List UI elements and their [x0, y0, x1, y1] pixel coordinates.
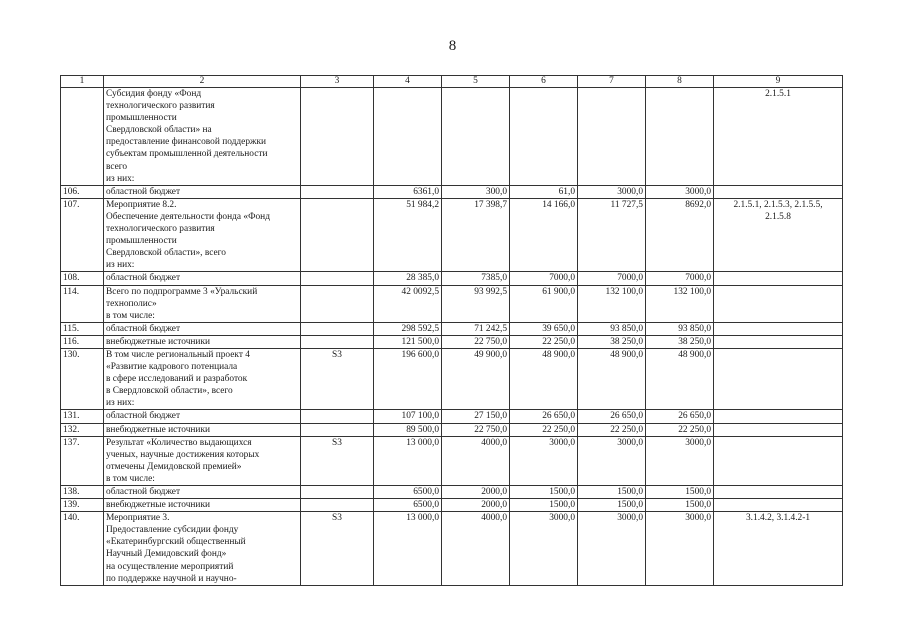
row-description: областной бюджет [104, 410, 301, 423]
row-value-4: 107 100,0 [374, 410, 442, 423]
column-header-1: 1 [61, 76, 104, 88]
row-value-8: 22 250,0 [646, 423, 714, 436]
row-value-5: 49 900,0 [442, 348, 510, 409]
row-target-indicators [714, 285, 843, 322]
row-number: 106. [61, 185, 104, 198]
row-description: областной бюджет [104, 185, 301, 198]
row-value-6: 22 250,0 [510, 423, 578, 436]
row-code [301, 185, 374, 198]
row-value-4 [374, 88, 442, 186]
row-value-7: 48 900,0 [578, 348, 646, 409]
row-value-5: 93 992,5 [442, 285, 510, 322]
row-code [301, 322, 374, 335]
row-value-7: 3000,0 [578, 185, 646, 198]
header-row [61, 76, 843, 88]
row-number: 130. [61, 348, 104, 409]
row-target-indicators [714, 322, 843, 335]
row-value-4: 42 0092,5 [374, 285, 442, 322]
row-code [301, 272, 374, 285]
table-row [61, 499, 843, 512]
row-value-7: 22 250,0 [578, 423, 646, 436]
row-description: Субсидия фонду «Фонд технологического развития промышленности Свердловской области» на предоставление финансовой поддержки субъектам промышленной деятельности всего из них: [104, 88, 301, 186]
row-description: областной бюджет [104, 272, 301, 285]
row-value-5: 22 750,0 [442, 423, 510, 436]
column-header-5: 5 [442, 76, 510, 88]
row-value-5: 17 398,7 [442, 198, 510, 272]
row-number: 114. [61, 285, 104, 322]
row-value-4: 51 984,2 [374, 198, 442, 272]
row-value-6: 7000,0 [510, 272, 578, 285]
row-value-7: 3000,0 [578, 512, 646, 586]
row-value-5: 300,0 [442, 185, 510, 198]
row-value-6: 1500,0 [510, 486, 578, 499]
table-row [61, 410, 843, 423]
row-value-4: 121 500,0 [374, 335, 442, 348]
table-row [61, 322, 843, 335]
row-value-6: 61,0 [510, 185, 578, 198]
row-value-5: 4000,0 [442, 436, 510, 485]
row-value-8: 93 850,0 [646, 322, 714, 335]
row-value-7: 93 850,0 [578, 322, 646, 335]
row-target-indicators: 2.1.5.1 [714, 88, 843, 186]
row-value-4: 196 600,0 [374, 348, 442, 409]
row-value-6: 14 166,0 [510, 198, 578, 272]
row-value-4: 298 592,5 [374, 322, 442, 335]
row-code [301, 88, 374, 186]
row-value-7: 38 250,0 [578, 335, 646, 348]
row-value-8: 48 900,0 [646, 348, 714, 409]
row-code [301, 335, 374, 348]
row-value-8: 38 250,0 [646, 335, 714, 348]
row-description: Результат «Количество выдающихся ученых, научные достижения которых отмечены Демидовской премией» в том числе: [104, 436, 301, 485]
row-value-6 [510, 88, 578, 186]
row-number: 107. [61, 198, 104, 272]
row-value-6: 3000,0 [510, 436, 578, 485]
column-header-8: 8 [646, 76, 714, 88]
row-value-4: 6500,0 [374, 486, 442, 499]
column-header-3: 3 [301, 76, 374, 88]
row-description: областной бюджет [104, 486, 301, 499]
row-number: 138. [61, 486, 104, 499]
row-value-7: 132 100,0 [578, 285, 646, 322]
row-value-8: 1500,0 [646, 499, 714, 512]
row-code [301, 486, 374, 499]
row-value-4: 6500,0 [374, 499, 442, 512]
table-row [61, 423, 843, 436]
column-header-7: 7 [578, 76, 646, 88]
row-value-4: 13 000,0 [374, 512, 442, 586]
row-description: областной бюджет [104, 322, 301, 335]
row-value-7 [578, 88, 646, 186]
table-row [61, 335, 843, 348]
row-number: 108. [61, 272, 104, 285]
row-number: 116. [61, 335, 104, 348]
row-description: Мероприятие 3. Предоставление субсидии фонду «Екатеринбургский общественный Научный Демидовский фонд» на осуществление мероприятий по поддержке научной и научно- [104, 512, 301, 586]
row-description: Мероприятие 8.2. Обеспечение деятельности фонда «Фонд технологического развития промышленности Свердловской области», всего из них: [104, 198, 301, 272]
row-value-8: 1500,0 [646, 486, 714, 499]
row-code: S3 [301, 512, 374, 586]
table-row [61, 285, 843, 322]
table-row [61, 486, 843, 499]
row-value-7: 3000,0 [578, 436, 646, 485]
row-target-indicators [714, 499, 843, 512]
row-value-5: 22 750,0 [442, 335, 510, 348]
row-value-4: 13 000,0 [374, 436, 442, 485]
row-value-8: 7000,0 [646, 272, 714, 285]
row-description: В том числе региональный проект 4 «Развитие кадрового потенциала в сфере исследований и разработок в Свердловской области», всего из них: [104, 348, 301, 409]
row-value-6: 39 650,0 [510, 322, 578, 335]
row-code [301, 410, 374, 423]
row-number: 137. [61, 436, 104, 485]
column-header-2: 2 [104, 76, 301, 88]
row-value-8: 3000,0 [646, 436, 714, 485]
row-value-6: 26 650,0 [510, 410, 578, 423]
row-description: внебюджетные источники [104, 499, 301, 512]
column-header-4: 4 [374, 76, 442, 88]
table-row [61, 348, 843, 409]
row-value-7: 1500,0 [578, 486, 646, 499]
table-row [61, 198, 843, 272]
row-value-7: 11 727,5 [578, 198, 646, 272]
row-code: S3 [301, 348, 374, 409]
row-code: S3 [301, 436, 374, 485]
row-value-4: 89 500,0 [374, 423, 442, 436]
row-target-indicators [714, 185, 843, 198]
row-number: 131. [61, 410, 104, 423]
row-value-8 [646, 88, 714, 186]
row-target-indicators [714, 410, 843, 423]
row-value-8: 26 650,0 [646, 410, 714, 423]
row-number: 140. [61, 512, 104, 586]
column-header-9: 9 [714, 76, 843, 88]
row-value-5: 27 150,0 [442, 410, 510, 423]
page-number: 8 [448, 38, 457, 54]
row-value-6: 1500,0 [510, 499, 578, 512]
row-value-6: 48 900,0 [510, 348, 578, 409]
row-number: 139. [61, 499, 104, 512]
row-value-6: 3000,0 [510, 512, 578, 586]
row-value-8: 132 100,0 [646, 285, 714, 322]
row-target-indicators [714, 335, 843, 348]
row-target-indicators [714, 348, 843, 409]
row-value-4: 28 385,0 [374, 272, 442, 285]
row-number: 132. [61, 423, 104, 436]
row-target-indicators [714, 423, 843, 436]
column-header-6: 6 [510, 76, 578, 88]
row-value-5: 2000,0 [442, 499, 510, 512]
budget-table [60, 75, 843, 586]
row-value-5: 7385,0 [442, 272, 510, 285]
table-row [61, 436, 843, 485]
row-value-5: 2000,0 [442, 486, 510, 499]
table-row [61, 185, 843, 198]
row-description: внебюджетные источники [104, 335, 301, 348]
row-number: 115. [61, 322, 104, 335]
row-description: Всего по подпрограмме 3 «Уральский технополис» в том числе: [104, 285, 301, 322]
row-target-indicators [714, 272, 843, 285]
row-code [301, 285, 374, 322]
row-code [301, 499, 374, 512]
row-value-6: 22 250,0 [510, 335, 578, 348]
row-value-8: 3000,0 [646, 185, 714, 198]
row-target-indicators: 2.1.5.1, 2.1.5.3, 2.1.5.5, 2.1.5.8 [714, 198, 843, 272]
table-row [61, 88, 843, 186]
row-target-indicators [714, 436, 843, 485]
row-description: внебюджетные источники [104, 423, 301, 436]
row-value-7: 7000,0 [578, 272, 646, 285]
row-value-7: 1500,0 [578, 499, 646, 512]
table-row [61, 512, 843, 586]
row-target-indicators: 3.1.4.2, 3.1.4.2-1 [714, 512, 843, 586]
row-code [301, 423, 374, 436]
table-row [61, 272, 843, 285]
row-value-8: 3000,0 [646, 512, 714, 586]
row-value-7: 26 650,0 [578, 410, 646, 423]
row-value-6: 61 900,0 [510, 285, 578, 322]
row-number [61, 88, 104, 186]
row-value-5: 4000,0 [442, 512, 510, 586]
row-code [301, 198, 374, 272]
row-value-5: 71 242,5 [442, 322, 510, 335]
row-value-4: 6361,0 [374, 185, 442, 198]
row-target-indicators [714, 486, 843, 499]
row-value-5 [442, 88, 510, 186]
row-value-8: 8692,0 [646, 198, 714, 272]
